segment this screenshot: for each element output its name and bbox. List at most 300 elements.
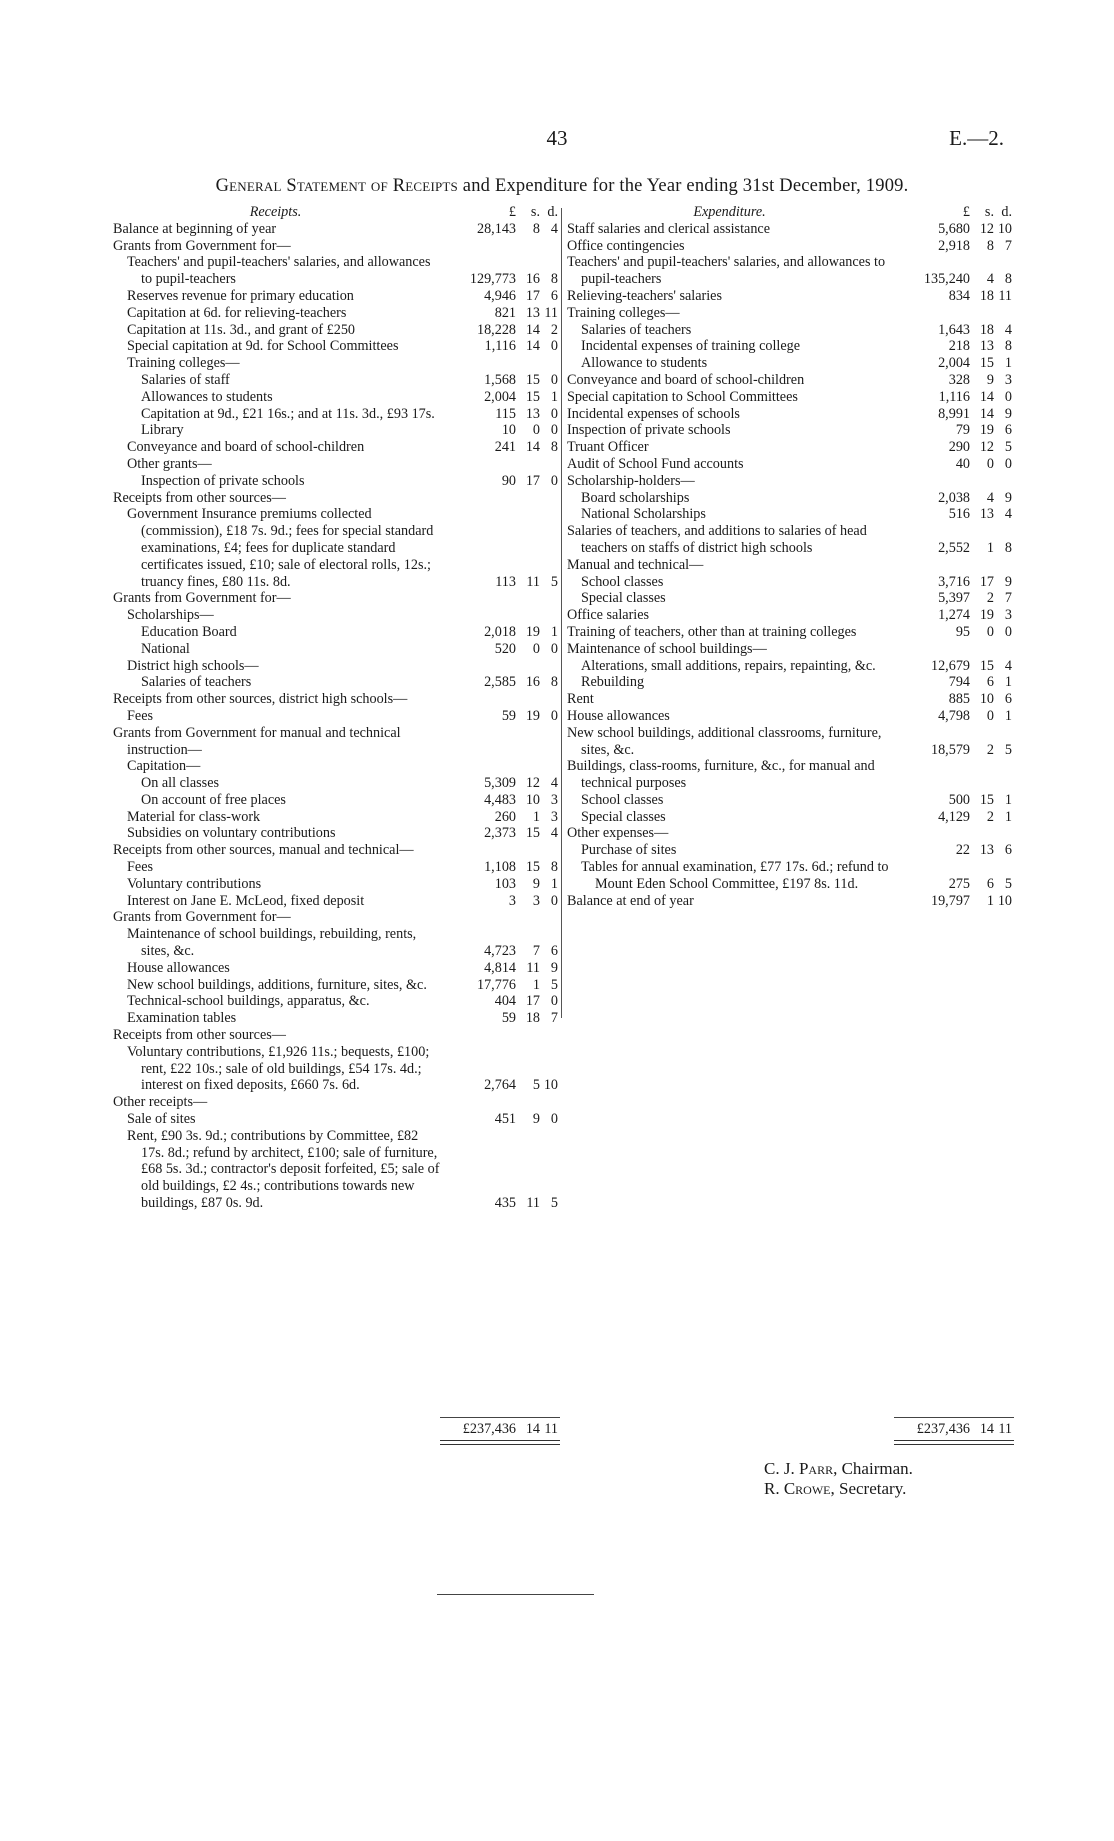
ledger-item-label: New school buildings, additional classrooms, furniture, sites, &c. — [567, 724, 882, 758]
ledger-amount — [900, 540, 1012, 557]
receipts-heading: Receipts. — [249, 204, 302, 220]
amount-pounds: 113 — [495, 573, 516, 590]
ledger-amount — [900, 792, 1012, 809]
amount-pence: 0 — [550, 892, 558, 909]
amount-pence: 1 — [1004, 674, 1012, 691]
amount-pounds: 834 — [948, 287, 970, 304]
ledger-item-label: Incidental expenses of training college — [581, 338, 801, 355]
ledger-amount — [900, 574, 1012, 591]
ledger-item-label: Staff salaries and clerical assistance — [567, 220, 771, 237]
ledger-row — [567, 322, 1012, 339]
amount-shillings: 0 — [532, 422, 540, 439]
ledger-item-label: Special classes — [581, 808, 666, 825]
expenditure-heading: Expenditure. — [693, 204, 766, 220]
ledger-item-label: Rent — [567, 691, 594, 708]
amount-pence: 0 — [550, 338, 558, 355]
ledger-row — [113, 322, 558, 339]
amount-pence: 1 — [550, 875, 558, 892]
amount-pounds: 115 — [495, 405, 516, 422]
amount-shillings: 17 — [525, 287, 540, 304]
amount-pence: 6 — [550, 287, 558, 304]
amount-shillings: 13 — [525, 304, 540, 321]
amount-pounds: 4,723 — [484, 943, 516, 960]
ledger-amount — [900, 590, 1012, 607]
amount-pence: 4 — [550, 825, 558, 842]
ledger-item-label: Receipts from other sources, manual and technical— — [113, 842, 414, 859]
amount-shillings: 7 — [532, 943, 540, 960]
amount-shillings: 15 — [979, 791, 994, 808]
ledger-amount — [446, 322, 558, 339]
ledger-item-label: Office contingencies — [567, 237, 685, 254]
amount-shillings: 0 — [986, 707, 994, 724]
ledger-row — [113, 960, 558, 977]
ledger-row — [567, 305, 1012, 322]
ledger-amount — [900, 691, 1012, 708]
ledger-row — [567, 792, 1012, 809]
amount-pounds: 2,918 — [938, 237, 970, 254]
ledger-item-label: Inspection of private schools — [567, 422, 731, 439]
signatures — [764, 1459, 913, 1499]
amount-pounds: 2,004 — [484, 388, 516, 405]
amount-shillings: 8 — [986, 237, 994, 254]
column-divider — [561, 208, 562, 1018]
total-pounds: £237,436 — [462, 1421, 516, 1437]
statement-title-rest: and Expenditure for the Year ending 31st December, 1909. — [457, 176, 909, 196]
ledger-amount — [900, 456, 1012, 473]
total-double-rule — [440, 1440, 560, 1445]
ledger-row — [113, 490, 558, 507]
ledger-item-label: Rent, £90 3s. 9d.; contributions by Committee, £82 17s. 8d.; refund by architect, £100; sale of furniture, £68 5s. 3d.; contractor's deposit forfeited, £5; sale of old buildings, £2 4s.; contributions towards new buildings, £87 0s. 9d. — [127, 1127, 440, 1212]
ledger-row — [567, 254, 1012, 288]
ledger-amount — [900, 708, 1012, 725]
ledger-amount — [900, 238, 1012, 255]
ledger-amount — [446, 473, 558, 490]
ledger-row — [567, 574, 1012, 591]
amount-pounds: 821 — [494, 304, 516, 321]
ledger-item-label: Board scholarships — [581, 489, 690, 506]
amount-shillings: 10 — [525, 791, 540, 808]
ledger-item-label: Conveyance and board of school-children — [127, 439, 365, 456]
amount-shillings: 6 — [986, 875, 994, 892]
ledger-amount — [446, 876, 558, 893]
page-number: 43 — [546, 126, 568, 150]
amount-pence: 6 — [1004, 691, 1012, 708]
amount-shillings: 17 — [979, 573, 994, 590]
amount-pounds: 2,373 — [484, 825, 516, 842]
amount-pounds: 79 — [955, 422, 970, 439]
amount-shillings: 19 — [525, 623, 540, 640]
ledger-row — [567, 238, 1012, 255]
amount-shillings: 11 — [526, 1195, 540, 1212]
ledger-item-label: Salaries of staff — [141, 371, 230, 388]
amount-shillings: 1 — [986, 892, 994, 909]
amount-pence: 1 — [550, 623, 558, 640]
ledger-row — [113, 288, 558, 305]
amount-pence: 3 — [550, 791, 558, 808]
amount-shillings: 9 — [986, 371, 994, 388]
ledger-item-label: New school buildings, additions, furniture, sites, &c. — [127, 976, 427, 993]
amount-pence: 0 — [550, 422, 558, 439]
ledger-amount — [446, 993, 558, 1010]
ledger-amount — [900, 372, 1012, 389]
ledger-row — [567, 624, 1012, 641]
ledger-row — [113, 338, 558, 355]
amount-shillings: 12 — [525, 775, 540, 792]
ledger-row — [113, 876, 558, 893]
pence-heading: d. — [547, 204, 558, 220]
amount-pence: 9 — [1004, 573, 1012, 590]
ledger-item-label: Audit of School Fund accounts — [567, 455, 744, 472]
amount-pence: 8 — [550, 439, 558, 456]
chairman-role: Chairman. — [837, 1459, 913, 1478]
amount-pence: 9 — [1004, 405, 1012, 422]
amount-pounds: 275 — [948, 875, 970, 892]
amount-shillings: 14 — [979, 405, 994, 422]
ledger-amount — [446, 708, 558, 725]
amount-pounds: 2,585 — [484, 674, 516, 691]
ledger-amount — [446, 574, 558, 591]
ledger-amount — [446, 893, 558, 910]
expenditure-header — [567, 204, 1012, 221]
amount-shillings: 19 — [525, 707, 540, 724]
ledger-row — [567, 691, 1012, 708]
ledger-amount — [446, 624, 558, 641]
amount-pence: 3 — [1004, 607, 1012, 624]
amount-shillings: 5 — [532, 1077, 540, 1094]
amount-pounds: 794 — [948, 674, 970, 691]
ledger-row — [567, 641, 1012, 658]
ledger-row — [113, 691, 558, 708]
amount-pounds: 1,643 — [938, 321, 970, 338]
ledger-item-label: Grants from Government for— — [113, 909, 291, 926]
amount-pence: 1 — [1004, 355, 1012, 372]
amount-shillings: 15 — [979, 355, 994, 372]
amount-pounds: 2,764 — [484, 1077, 516, 1094]
amount-pounds: 95 — [955, 623, 970, 640]
ledger-item-label: Training of teachers, other than at training colleges — [567, 623, 857, 640]
ledger-item-label: Salaries of teachers, and additions to salaries of head teachers on staffs of district high schools — [567, 523, 867, 556]
amount-pounds: 241 — [494, 439, 516, 456]
amount-shillings: 15 — [979, 657, 994, 674]
ledger-row — [113, 607, 558, 624]
amount-pence: 0 — [550, 993, 558, 1010]
ledger-row — [567, 506, 1012, 523]
ledger-row — [113, 842, 558, 859]
amount-pounds: 135,240 — [923, 271, 970, 288]
amount-pence: 8 — [1004, 271, 1012, 288]
ledger-amount — [446, 305, 558, 322]
ledger-row — [567, 842, 1012, 859]
ledger-amount — [900, 355, 1012, 372]
ledger-item-label: Capitation at 9d., £21 16s.; and at 11s. 3d., £93 17s. — [141, 405, 435, 422]
ledger-row — [567, 422, 1012, 439]
ledger-amount — [446, 792, 558, 809]
ledger-row — [113, 641, 558, 658]
amount-pounds: 290 — [948, 439, 970, 456]
ledger-amount — [900, 271, 1012, 288]
amount-shillings: 2 — [986, 741, 994, 758]
amount-pence: 0 — [1004, 623, 1012, 640]
ledger-item-label: Capitation at 11s. 3d., and grant of £250 — [127, 321, 356, 338]
ledger-amount — [900, 406, 1012, 423]
amount-pounds: 435 — [494, 1195, 516, 1212]
ledger-item-label: Special capitation to School Committees — [567, 388, 798, 405]
amount-pounds: 59 — [501, 1010, 516, 1027]
amount-pence: 5 — [1004, 439, 1012, 456]
amount-pence: 10 — [997, 220, 1012, 237]
amount-shillings: 15 — [525, 859, 540, 876]
amount-shillings: 17 — [525, 993, 540, 1010]
amount-shillings: 13 — [979, 842, 994, 859]
amount-pounds: 1,116 — [484, 338, 516, 355]
total-double-rule — [894, 1440, 1014, 1445]
amount-shillings: 2 — [986, 808, 994, 825]
pounds-heading: £ — [962, 204, 970, 220]
amount-shillings: 14 — [979, 388, 994, 405]
amount-pence: 7 — [550, 1010, 558, 1027]
amount-shillings: 8 — [532, 220, 540, 237]
amount-pounds: 2,552 — [938, 539, 970, 556]
amount-pounds: 4,798 — [938, 707, 970, 724]
ledger-row — [113, 926, 558, 960]
receipts-column — [113, 204, 558, 1212]
amount-pounds: 1,568 — [484, 371, 516, 388]
amount-shillings: 1 — [986, 539, 994, 556]
ledger-amount — [900, 506, 1012, 523]
amount-pence: 1 — [1004, 707, 1012, 724]
amount-pence: 0 — [550, 371, 558, 388]
ledger-item-label: Teachers' and pupil-teachers' salaries, and allowances to pupil-teachers — [127, 254, 431, 288]
amount-pence: 11 — [544, 304, 558, 321]
ledger-item-label: House allowances — [127, 959, 230, 976]
amount-shillings: 1 — [532, 976, 540, 993]
amount-shillings: 18 — [979, 287, 994, 304]
amount-shillings: 18 — [979, 321, 994, 338]
ledger-amount — [446, 338, 558, 355]
ledger-amount — [446, 439, 558, 456]
amount-pence: 8 — [550, 271, 558, 288]
ledger-item-label: Scholarships— — [127, 607, 214, 624]
ledger-row — [567, 523, 1012, 557]
ledger-item-label: Education Board — [141, 623, 237, 640]
ledger-amount — [446, 1010, 558, 1027]
amount-shillings: 16 — [525, 271, 540, 288]
amount-pence: 5 — [550, 976, 558, 993]
amount-pence: 1 — [1004, 808, 1012, 825]
amount-pounds: 516 — [948, 506, 970, 523]
shillings-heading: s. — [984, 204, 994, 220]
ledger-item-label: National Scholarships — [581, 506, 706, 523]
ledger-row — [113, 1027, 558, 1044]
ledger-row — [113, 758, 558, 775]
ledger-row — [567, 389, 1012, 406]
document-reference: E.—2. — [949, 126, 1004, 150]
ledger-row — [567, 859, 1012, 893]
amount-shillings: 17 — [525, 472, 540, 489]
amount-pounds: 17,776 — [476, 976, 516, 993]
ledger-item-label: Teachers' and pupil-teachers' salaries, and allowances to pupil-teachers — [567, 254, 886, 288]
amount-pounds: 103 — [494, 875, 516, 892]
ledger-row — [567, 473, 1012, 490]
ledger-item-label: District high schools— — [127, 657, 259, 674]
amount-pounds: 4,129 — [938, 808, 970, 825]
ledger-item-label: National — [141, 640, 190, 657]
amount-pounds: 3,716 — [938, 573, 970, 590]
ledger-item-label: Fees — [127, 707, 154, 724]
ledger-row — [113, 859, 558, 876]
ledger-amount — [900, 490, 1012, 507]
ledger-row — [113, 305, 558, 322]
amount-pounds: 404 — [494, 993, 516, 1010]
amount-pence: 6 — [550, 943, 558, 960]
amount-pence: 0 — [550, 405, 558, 422]
ledger-amount — [900, 674, 1012, 691]
amount-pence: 6 — [1004, 842, 1012, 859]
ledger-amount — [900, 422, 1012, 439]
amount-pounds: 4,814 — [484, 959, 516, 976]
amount-pence: 10 — [543, 1077, 558, 1094]
ledger-row — [567, 456, 1012, 473]
ledger-item-label: Inspection of private schools — [141, 472, 305, 489]
total-rule — [440, 1417, 560, 1418]
ledger-item-label: Training colleges— — [127, 355, 240, 372]
ledger-row — [113, 590, 558, 607]
amount-shillings: 10 — [979, 691, 994, 708]
amount-pence: 7 — [1004, 590, 1012, 607]
ledger-item-label: Sale of sites — [127, 1111, 196, 1128]
ledger-row — [567, 607, 1012, 624]
ledger-item-label: Maintenance of school buildings, rebuilding, rents, sites, &c. — [127, 926, 417, 960]
amount-pounds: 2,018 — [484, 623, 516, 640]
ledger-row — [113, 792, 558, 809]
ledger-row — [113, 909, 558, 926]
amount-shillings: 9 — [532, 875, 540, 892]
amount-pounds: 4,946 — [484, 287, 516, 304]
ledger-amount — [900, 658, 1012, 675]
ledger-row — [567, 758, 1012, 792]
amount-pounds: 28,143 — [476, 220, 516, 237]
secretary-role: Secretary. — [834, 1479, 907, 1498]
amount-pounds: 1,116 — [938, 388, 970, 405]
ledger-item-label: House allowances — [567, 707, 670, 724]
amount-pounds: 2,004 — [938, 355, 970, 372]
statement-title-caps: General Statement of Receipts — [215, 176, 458, 196]
amount-pounds: 4,483 — [484, 791, 516, 808]
amount-pounds: 260 — [494, 808, 516, 825]
ledger-item-label: Fees — [127, 859, 154, 876]
ledger-row — [113, 825, 558, 842]
ledger-row — [113, 355, 558, 372]
amount-shillings: 19 — [979, 422, 994, 439]
ledger-amount — [446, 859, 558, 876]
ledger-row — [113, 725, 558, 759]
ledger-item-label: Manual and technical— — [567, 556, 704, 573]
amount-pence: 3 — [550, 808, 558, 825]
amount-pounds: 5,680 — [938, 220, 970, 237]
ledger-item-label: Subsidies on voluntary contributions — [127, 825, 336, 842]
amount-pence: 4 — [550, 220, 558, 237]
ledger-row — [113, 1128, 558, 1212]
ledger-item-label: Grants from Government for manual and technical instruction— — [113, 724, 401, 758]
ledger-item-label: Alterations, small additions, repairs, repainting, &c. — [581, 657, 876, 674]
amount-shillings: 2 — [986, 590, 994, 607]
ledger-item-label: Capitation— — [127, 758, 201, 775]
amount-shillings: 11 — [526, 959, 540, 976]
ledger-item-label: Rebuilding — [581, 674, 645, 691]
ledger-row — [567, 221, 1012, 238]
ledger-row — [567, 809, 1012, 826]
ledger-row — [113, 708, 558, 725]
ledger-row — [567, 439, 1012, 456]
ledger-item-label: Salaries of teachers — [141, 674, 252, 691]
ledger-amount — [900, 809, 1012, 826]
ledger-item-label: Incidental expenses of schools — [567, 405, 740, 422]
ledger-amount — [446, 221, 558, 238]
ledger-item-label: Receipts from other sources— — [113, 489, 286, 506]
ledger-item-label: Receipts from other sources— — [113, 1027, 286, 1044]
ledger-row — [113, 254, 558, 288]
ledger-item-label: School classes — [581, 791, 664, 808]
ledger-item-label: Voluntary contributions, £1,926 11s.; bequests, £100; rent, £22 10s.; sale of old buildings, £54 17s. 4d.; interest on fixed deposits, £660 7s. 6d. — [127, 1043, 430, 1094]
ledger-row — [567, 338, 1012, 355]
ledger-item-label: Special capitation at 9d. for School Committees — [127, 338, 399, 355]
amount-pounds: 1,274 — [938, 607, 970, 624]
ledger-row — [113, 1111, 558, 1128]
amount-shillings: 13 — [979, 338, 994, 355]
amount-pounds: 19,797 — [930, 892, 970, 909]
amount-shillings: 13 — [525, 405, 540, 422]
total-pence: 11 — [998, 1421, 1012, 1437]
ledger-amount — [446, 1077, 558, 1094]
amount-pence: 4 — [1004, 321, 1012, 338]
ledger-amount — [446, 1195, 558, 1212]
ledger-row — [567, 490, 1012, 507]
ledger-row — [113, 1094, 558, 1111]
ledger-item-label: Office salaries — [567, 607, 650, 624]
total-pounds: £237,436 — [916, 1421, 970, 1437]
ledger-row — [567, 674, 1012, 691]
ledger-amount — [446, 775, 558, 792]
amount-pence: 7 — [1004, 237, 1012, 254]
amount-pounds: 218 — [948, 338, 970, 355]
ledger-item-label: Examination tables — [127, 1010, 237, 1027]
ledger-row — [113, 456, 558, 473]
amount-pounds: 1,108 — [484, 859, 516, 876]
amount-pence: 3 — [1004, 371, 1012, 388]
secretary-signature — [764, 1479, 913, 1499]
ledger-row — [113, 439, 558, 456]
amount-pounds: 2,038 — [938, 489, 970, 506]
amount-pence: 4 — [1004, 657, 1012, 674]
amount-shillings: 0 — [986, 455, 994, 472]
ledger-item-label: Voluntary contributions — [127, 875, 262, 892]
total-pence: 11 — [544, 1421, 558, 1437]
ledger-row — [567, 708, 1012, 725]
ledger-item-label: Balance at beginning of year — [113, 220, 277, 237]
ledger-item-label: Capitation at 6d. for relieving-teachers — [127, 304, 347, 321]
ledger-amount — [900, 624, 1012, 641]
ledger-row — [113, 893, 558, 910]
secretary-name: R. Crowe, — [764, 1479, 835, 1498]
ledger-amount — [900, 876, 1012, 893]
ledger-amount — [900, 221, 1012, 238]
amount-pence: 4 — [550, 775, 558, 792]
ledger-amount — [446, 641, 558, 658]
ledger-amount — [446, 825, 558, 842]
ledger-item-label: Buildings, class-rooms, furniture, &c., for manual and technical purposes — [567, 758, 875, 792]
amount-pounds: 18,579 — [930, 741, 970, 758]
ledger-item-label: Grants from Government for— — [113, 237, 291, 254]
